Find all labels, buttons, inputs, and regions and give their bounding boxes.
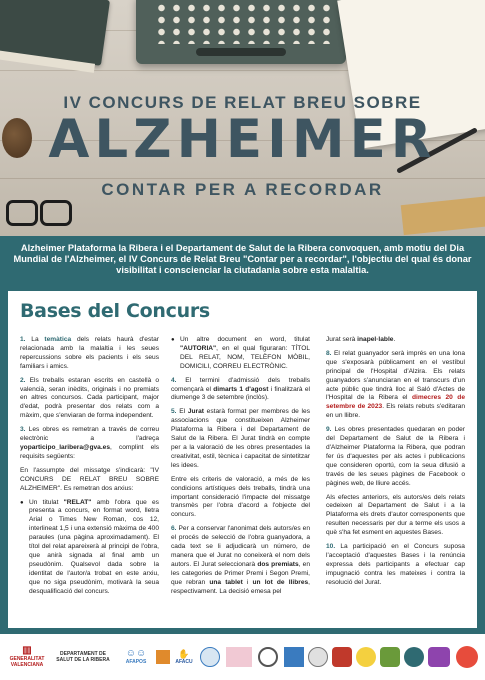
rule-text: Els treballs estaran escrits en castellà o valencià, seran inèdits, originals i no premiats en altres concursos. Cada participant, major d'edat, podrà presentar dos relats com a màxim, que s'enviaran de forma independent.	[20, 376, 159, 420]
rules-column-1	[20, 336, 159, 601]
generalitat-logo	[6, 644, 48, 670]
rule-3	[20, 426, 159, 462]
rule-4	[171, 377, 310, 404]
logo-k	[428, 647, 450, 667]
logo-l	[456, 646, 478, 668]
rule-text: La	[31, 336, 39, 343]
rule-number: 9.	[326, 426, 332, 434]
rule-keyword: dimarts 1 d'agost	[213, 385, 269, 393]
department-logo	[52, 644, 114, 670]
notebook-image	[0, 0, 110, 66]
rule-text: , en les categories de Primer Premi i Segon Premi, que rebran	[171, 560, 310, 586]
rule-keyword: "AUTORIA"	[180, 344, 217, 352]
afapos-logo	[120, 644, 152, 670]
hero-title: ALZHEIMER	[48, 109, 437, 170]
rule-text: dels relats haurà d'estar relacionada amb la malaltia i les seues repercussions sobre els pacients i els seus familiars i amics.	[20, 336, 159, 370]
rule-6-end	[326, 336, 465, 345]
typewriter-keys	[154, 2, 330, 44]
rule-text: El termini d'admissió dels treballs començarà el	[171, 376, 310, 393]
rules-title: Bases del Concurs	[20, 300, 210, 322]
rule-text: .	[393, 336, 396, 343]
rule-text: Un altre document en word, titulat	[180, 336, 310, 343]
hands-icon: ✋	[178, 649, 190, 659]
rule-keyword: Jurat	[187, 408, 204, 416]
hero-tagline: CONTAR PER A RECORDAR	[101, 180, 384, 199]
rules-column-3	[326, 336, 465, 593]
generalitat-logo-text: GENERALITAT VALENCIANA	[9, 656, 45, 668]
rule-text: La participació en el Concurs suposa l'acceptació d'aquestes Bases i la renúncia expressa dels participants a efectuar cap impugnació contra les mateixes i contra la resolució del Jurat.	[326, 543, 465, 586]
glasses-image	[6, 200, 72, 222]
rule-number: 5.	[171, 408, 177, 416]
rule-5	[171, 408, 310, 470]
afacu-logo-text: AFACU	[175, 659, 193, 665]
rule-text: Les obres presentades quedaran en poder del Departament de Salut de la Ribera i d'Alzheimer Plataforma la Ribera, que podran fer ús d'aquestes per als actes i publicacions que consideren oportú, com la seua difusió a través de les seues pàgines de Facebook o pàgines web, de lliure accés.	[326, 426, 466, 487]
rule-text: . Els relats rebuts s'editaran en un llibre.	[326, 403, 465, 420]
logo-f	[308, 647, 328, 667]
rule-number: 1.	[20, 336, 26, 343]
rule-2	[20, 377, 159, 422]
logo-g	[332, 647, 352, 667]
afapos-logo-text: AFAPOS	[125, 659, 147, 665]
wood-plank-line	[0, 178, 485, 179]
rule-text: El	[179, 408, 186, 416]
rule-text: i finalitzarà el diumenge 3 de setembre (inclòs).	[171, 385, 310, 402]
rule-keyword: una tablet	[209, 578, 243, 586]
logo-e	[284, 647, 304, 667]
rule-number: 3.	[20, 426, 26, 434]
rule-keyword: inapel·lable	[357, 336, 394, 343]
rule-10	[326, 543, 465, 588]
rule-text: Per a conservar l'anonimat dels autors/es en el procés de selecció de l'obra guanyadora, a cada text se li adjudicarà un número, de manera que el Jurat no coneixerà el nom dels autors. El Jurat seleccionarà	[171, 525, 310, 568]
rule-number: 6.	[171, 525, 177, 533]
rule-text: Un titulat	[29, 498, 59, 506]
rule-1	[20, 336, 159, 372]
rule-3-subject: En l'assumpte del missatge s'indicarà: "IV CONCURS DE RELAT BREU SOBRE ALZHEIMER". Es remetran dos arxius:	[20, 466, 159, 492]
logo-j	[404, 647, 424, 667]
rule-number: 4.	[171, 376, 177, 384]
hero-subtitle: IV CONCURS DE RELAT BREU SOBRE	[63, 93, 422, 112]
rules-column-2	[171, 336, 310, 601]
logo-a	[156, 650, 170, 664]
rule-text: El relat guanyador serà imprés en una lona que s'exposarà públicament en el vestíbul principal de l'Hospital d'Alzira. Els relats guanyadors s'anunciaran en el transcurs d'un acte públic que tindrà lloc al Saló d'Actes de l'Hospital de la Ribera el	[326, 349, 465, 402]
logo-h	[356, 647, 376, 667]
intro-text: Alzheimer Plataforma la Ribera i el Departament de Salut de la Ribera convoquen, amb motiu del Dia Mundial de l'Alzheimer, el IV Concurs de Relat Breu "Contar per a recordar", l'objectiu del qual és donar visibilitat i conscienciar la ciutadania sobre esta malaltia.	[13, 243, 472, 276]
rule-keyword: un lot de llibres	[252, 578, 309, 586]
rules-card	[8, 291, 477, 628]
rule-number: 2.	[20, 376, 26, 384]
crest-icon: ▥	[22, 645, 32, 656]
rule-5-criteria: Entre els criteris de valoració, a més de les condicions artístiques dels treballs, tindrà una important consideració l'impacte del missatge transmès per l'obra d'acord a l'objecte del concurs.	[171, 475, 310, 519]
afacu-logo	[172, 644, 196, 670]
rule-bullet-autoria	[171, 336, 310, 372]
info-panel	[0, 236, 485, 634]
logo-b	[200, 647, 220, 667]
hero-banner	[0, 0, 485, 236]
rule-bullet-relat	[20, 499, 159, 597]
rule-number: 10.	[326, 543, 336, 551]
book-image	[401, 195, 485, 235]
rule-9	[326, 426, 465, 488]
rule-text: Jurat serà	[326, 336, 356, 343]
rule-keyword: "RELAT"	[63, 498, 92, 506]
rule-text: Les obres es remetran a través de correu electrònic a l'adreça	[20, 426, 159, 443]
rule-text: , en el qual figuraran: TÍTOL DEL RELAT, NOM, TELÈFON MÒBIL, DOMICILI, CORREU ELECTRÒNIC.	[180, 344, 310, 370]
rule-text: i	[246, 578, 249, 586]
logo-c	[226, 647, 252, 667]
typewriter-spacebar	[196, 48, 286, 56]
logo-i	[380, 647, 400, 667]
rule-keyword: temàtica	[44, 336, 72, 343]
typewriter-image	[136, 0, 346, 64]
logo-d	[258, 647, 278, 667]
rule-keyword: dos premiats	[257, 560, 299, 568]
rule-6	[171, 525, 310, 596]
rule-8	[326, 350, 465, 421]
department-logo-text: DEPARTAMENT DE SALUT DE LA RIBERA	[56, 651, 110, 663]
award-date-highlight: dimecres 20 de setembre de 2023	[326, 394, 465, 411]
rule-number: 8.	[326, 349, 332, 357]
rule-9-rights: Als efectes anteriors, els autors/es dels relats cedeixen al Departament de Salut i a la Plataforma els drets d'autor corresponents que resulten necessaris per dur a terme els usos a què s'ha fet esment en aquestes Bases.	[326, 493, 465, 537]
rule-text: , complint els requisits següents:	[20, 443, 159, 460]
contact-email-link[interactable]: yoparticipo_laribera@gva.es	[20, 443, 110, 451]
rule-text: , respectivament. La decisió emesa pel	[171, 578, 310, 595]
sponsor-logos	[0, 634, 485, 680]
people-icon: ☺☺	[125, 648, 147, 659]
rule-text: amb l'obra que es presenta a concurs, en format word, lletra Arial o Times New Roman, cos 12, interlineat 1,5 i una extensió màxima de 400 paraules (una pàgina aproximadament). El títol del relat apareixerà al principi de l'obra, que anirà signada al final amb un pseudònim. Qualsevol dada sobre la identitat de l'autor/a trobat en este arxiu, que no siga pseudònim, motivarà la seua desqualificació del concurs.	[29, 498, 159, 595]
rule-text: estarà format per membres de les associacions que constitueixen Alzheimer Plataforma la Ribera i del Departament de Salut de la Ribera. El Jurat tindrà en compte per a la valoració de les obres presentades la creativitat, estil, tècnica i capacitat de sintetitzar les idees.	[171, 408, 310, 469]
